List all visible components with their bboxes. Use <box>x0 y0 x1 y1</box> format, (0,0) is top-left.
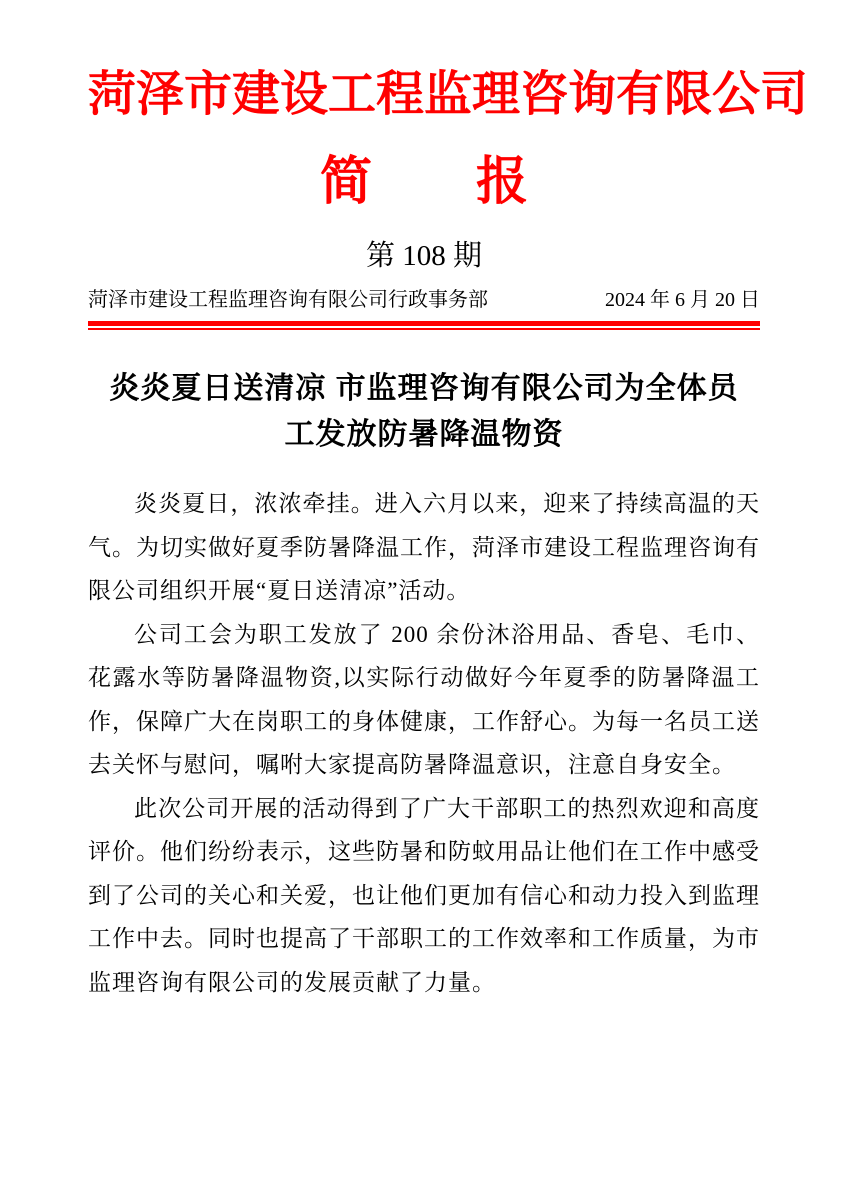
article <box>88 366 760 1004</box>
masthead <box>88 64 809 330</box>
company-title: 菏泽市建设工程监理咨询有限公司 <box>88 68 809 121</box>
divider-thick-line <box>88 321 760 326</box>
divider-thin-line <box>88 328 760 330</box>
article-headline: 炎炎夏日送清凉 市监理咨询有限公司为全体员工发放防暑降温物资 <box>109 372 739 451</box>
issue-date: 2024 年 6 月 20 日 <box>605 289 760 311</box>
article-paragraph: 炎炎夏日，浓浓牵挂。进入六月以来，迎来了持续高温的天气。为切实做好夏季防暑降温工作，菏泽市建设工程监理咨询有限公司组织开展“夏日送清凉”活动。 <box>88 491 760 603</box>
article-paragraph: 此次公司开展的活动得到了广大干部职工的热烈欢迎和高度评价。他们纷纷表示，这些防暑和防蚊用品让他们在工作中感受到了公司的关心和关爱，也让他们更加有信心和动力投入到监理工作中去。同时也提高了干部职工的工作效率和工作质量，为市监理咨询有限公司的发展贡献了力量。 <box>88 795 760 995</box>
article-body <box>88 482 760 1004</box>
issuer-row <box>88 286 760 314</box>
masthead-divider <box>88 321 760 330</box>
article-paragraph: 公司工会为职工发放了 200 余份沐浴用品、香皂、毛巾、花露水等防暑降温物资,以实际行动做好今年夏季的防暑降温工作，保障广大在岗职工的身体健康，工作舒心。为每一名员工送去关怀与慰问，嘱咐大家提高防暑降温意识，注意自身安全。 <box>88 621 760 777</box>
issuer-name: 菏泽市建设工程监理咨询有限公司行政事务部 <box>88 289 488 311</box>
bulletin-name: 简 报 <box>319 154 528 211</box>
issue-number: 第 108 期 <box>365 240 482 272</box>
